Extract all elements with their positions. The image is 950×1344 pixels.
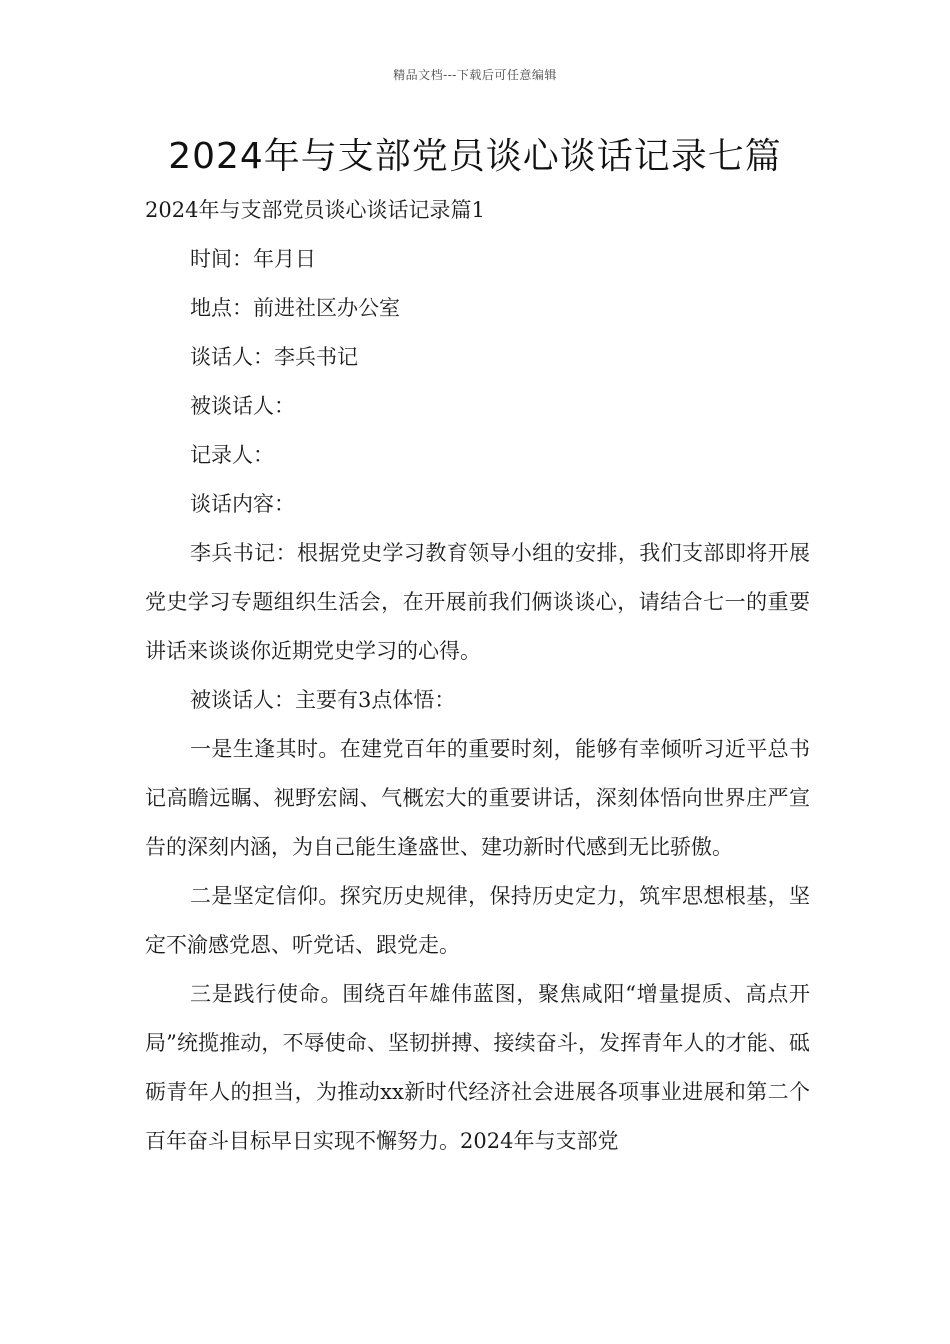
- page-header: 精品文档---下载后可任意编辑: [393, 68, 557, 82]
- paragraph-response-intro: 被谈话人：主要有3点体悟：: [190, 688, 456, 712]
- paragraph-point-one: 一是生逢其时。在建党百年的重要时刻，能够有幸倾听习近平总书记高瞻远瞩、视野宏阔、气概宏大的重要讲话，深刻体悟向世界庄严宣告的深刻内涵，为自己能生逢盛世、建功新时代感到无比骄傲。: [145, 737, 810, 859]
- paragraph-point-three: 三是践行使命。围绕百年雄伟蓝图，聚焦咸阳“增量提质、高点开局”统揽推动，不辱使命、坚韧拼搏、接续奋斗，发挥青年人的才能、砥砺青年人的担当，为推动xx新时代经济社会进展各项事业进展和第二个百年奋斗目标早日实现不懈努力。2024年与支部党: [145, 982, 810, 1153]
- section-subtitle: 2024年与支部党员谈心谈话记录篇1: [145, 198, 485, 222]
- field-content-label: 谈话内容：: [190, 492, 295, 516]
- document-title: 2024年与支部党员谈心谈话记录七篇: [168, 136, 782, 177]
- field-recorder: 记录人：: [190, 443, 274, 467]
- field-place: 地点：前进社区办公室: [190, 296, 400, 320]
- field-speaker: 谈话人：李兵书记: [190, 345, 358, 369]
- paragraph-point-two: 二是坚定信仰。探究历史规律，保持历史定力，筑牢思想根基，坚定不渝感党恩、听党话、跟党走。: [145, 884, 810, 957]
- field-time: 时间：年月日: [190, 247, 316, 271]
- field-listener: 被谈话人：: [190, 394, 295, 418]
- paragraph-secretary-remark: 李兵书记：根据党史学习教育领导小组的安排，我们支部即将开展党史学习专题组织生活会，在开展前我们俩谈谈心，请结合七一的重要讲话来谈谈你近期党史学习的心得。: [145, 541, 810, 663]
- document-body: [145, 186, 810, 1166]
